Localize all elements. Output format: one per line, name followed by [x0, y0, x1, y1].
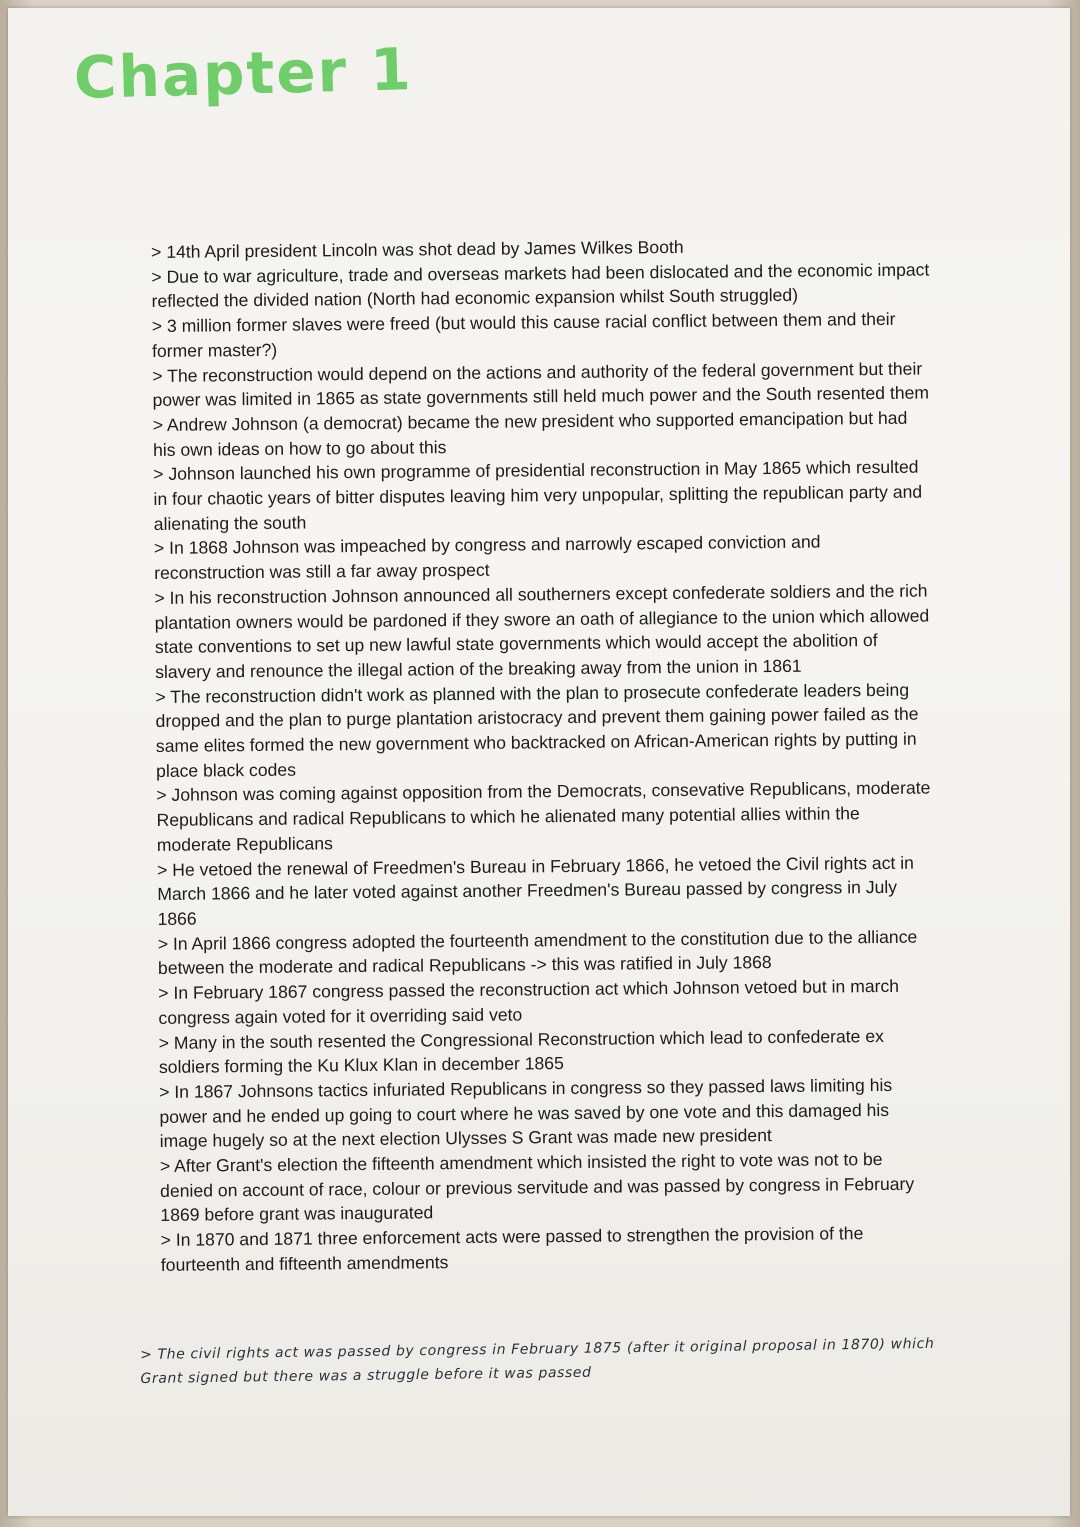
note-item: > The reconstruction didn't work as planned with the plan to prosecute confederate leaders being dropped and the plan to purge plantation aristocracy and prevent them gaining power failed as the same elites formed the new government who backtracked on African-American rights by putting in place black codes: [155, 679, 919, 781]
note-item: > 14th April president Lincoln was shot dead by James Wilkes Booth: [151, 236, 684, 262]
note-item: > In 1868 Johnson was impeached by congress and narrowly escaped conviction and reconstruction was still a far away prospect: [153, 532, 821, 584]
notes-list: [151, 233, 941, 1278]
paper-sheet: [8, 8, 1070, 1516]
note-item: > Johnson launched his own programme of presidential reconstruction in May 1865 which resulted in four chaotic years of bitter disputes leaving him very unpopular, splitting the republican party and alienating the south: [153, 456, 923, 534]
note-item: > Johnson was coming against opposition from the Democrats, consevative Republicans, moderate Republicans and radical Republicans to which he alienated many potential allies within the moderate Republicans: [156, 778, 931, 855]
note-item: > In February 1867 congress passed the reconstruction act which Johnson vetoed but in march congress again voted for it overriding said veto: [158, 975, 900, 1028]
note-item: > Many in the south resented the Congressional Reconstruction which lead to confederate ex soldiers forming the Ku Klux Klan in december 1865: [158, 1025, 884, 1078]
note-item: > In April 1866 congress adopted the fourteenth amendment to the constitution due to the alliance between the moderate and radical Republicans -> this was ratified in July 1868: [157, 926, 918, 979]
note-item: > In 1870 and 1871 three enforcement acts were passed to strengthen the provision of the fourteenth and fifteenth amendments: [160, 1223, 864, 1275]
note-item: > He vetoed the renewal of Freedmen's Bureau in February 1866, he vetoed the Civil rights act in March 1866 and he later voted against another Freedmen's Bureau passed by congress in July 1866: [156, 852, 915, 929]
note-item: > The reconstruction would depend on the actions and authority of the federal government but their power was limited in 1865 as state governments still held much power and the South resented them: [152, 358, 930, 411]
note-item: > 3 million former slaves were freed (but would this cause racial conflict between them and their former master?): [151, 308, 896, 361]
handwritten-note: > The civil rights act was passed by congress in February 1875 (after it original proposal in 1870) which Grant signed but there was a struggle before it was passed: [140, 1335, 935, 1387]
note-item: > After Grant's election the fifteenth amendment which insisted the right to vote was not to be denied on account of race, colour or previous servitude and was passed by congress in February 1869 before grant was inaugurated: [159, 1149, 915, 1226]
note-item: > In his reconstruction Johnson announced all southerners except confederate soldiers and the rich plantation owners would be pardoned if they swore an oath of allegiance to the union which allowed state conventions to set up new lawful state governments which would accept the abolition of slavery and renounce the illegal action of the breaking away from the union in 1861: [154, 580, 930, 682]
note-item: > In 1867 Johnsons tactics infuriated Republicans in congress so they passed laws limiting his power and he ended up going to court where he was saved by one vote and this damaged his image hugely so at the next election Ulysses S Grant was made new president: [159, 1074, 893, 1152]
note-item: > Due to war agriculture, trade and overseas markets had been dislocated and the economic impact reflected the divided nation (North had economic expansion whilst South struggled): [151, 259, 930, 312]
chapter-heading: Chapter 1: [73, 35, 414, 112]
note-item: > Andrew Johnson (a democrat) became the new president who supported emancipation but had his own ideas on how to go about this: [152, 407, 908, 460]
